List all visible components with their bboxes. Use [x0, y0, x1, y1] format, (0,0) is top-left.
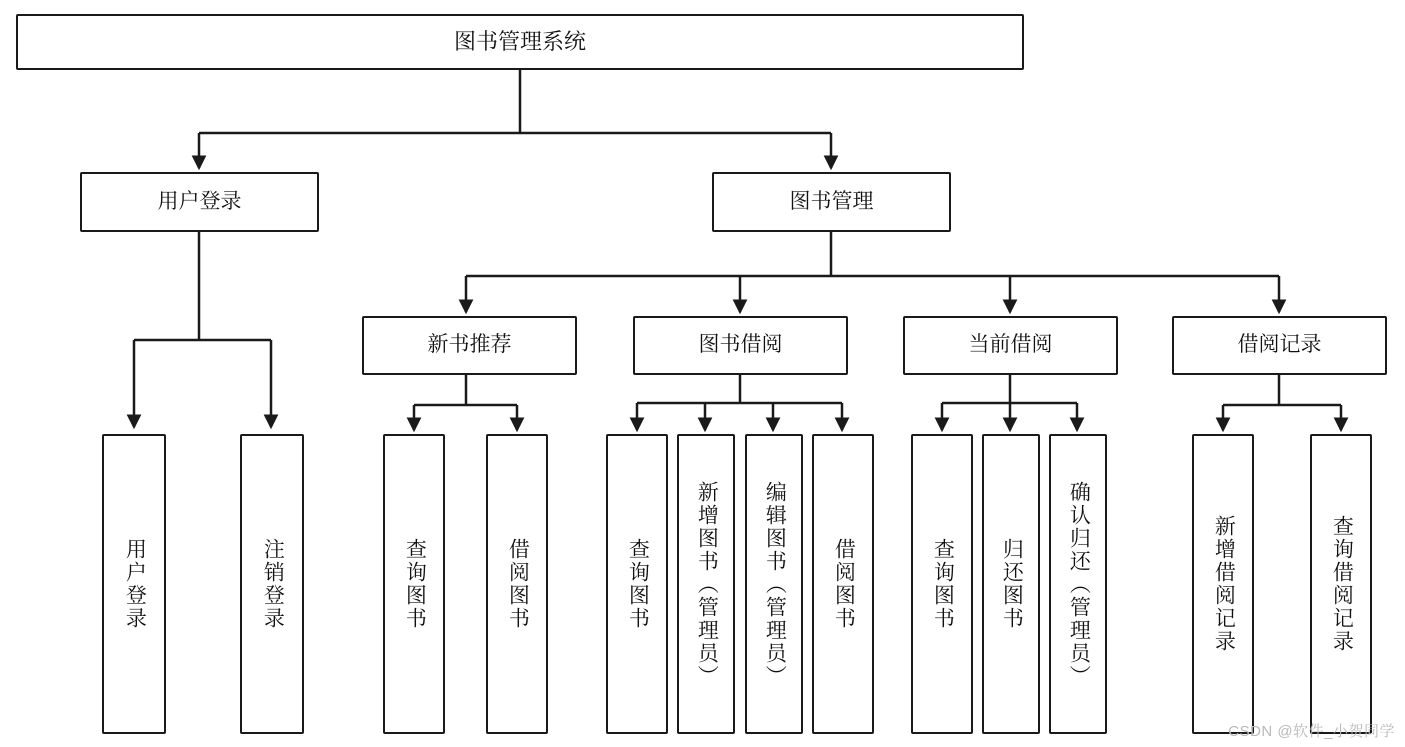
node-leaf-query-book-2[interactable] [606, 434, 668, 734]
node-book-manage[interactable] [712, 172, 951, 232]
node-label: 查询图书 [403, 538, 427, 630]
node-label: 注销登录 [261, 538, 285, 630]
node-label: 查询图书 [626, 538, 650, 630]
node-label: 编辑图书（管理员） [763, 480, 787, 688]
node-label: 用户登录 [157, 189, 242, 213]
node-current-borrow[interactable] [903, 316, 1118, 375]
node-leaf-return-book[interactable] [982, 434, 1040, 734]
node-label: 借阅图书 [832, 538, 856, 630]
node-leaf-user-login[interactable] [102, 434, 166, 734]
node-label: 图书管理 [789, 189, 874, 213]
node-label: 当前借阅 [968, 333, 1053, 357]
node-user-login[interactable] [80, 172, 319, 232]
node-label: 图书借阅 [698, 333, 783, 357]
node-borrow-record[interactable] [1172, 316, 1387, 375]
node-label: 借阅记录 [1237, 333, 1322, 357]
node-root-system[interactable] [16, 14, 1024, 70]
node-label: 确认归还（管理员） [1067, 480, 1091, 688]
node-leaf-query-book-3[interactable] [911, 434, 973, 734]
node-leaf-confirm-return[interactable] [1049, 434, 1107, 734]
node-leaf-borrow-book-2[interactable] [812, 434, 874, 734]
node-leaf-add-book[interactable] [677, 434, 735, 734]
node-leaf-query-book-1[interactable] [383, 434, 445, 734]
node-leaf-query-record[interactable] [1310, 434, 1372, 734]
node-label: 新书推荐 [427, 333, 512, 357]
node-label: 查询图书 [931, 538, 955, 630]
node-book-borrow[interactable] [633, 316, 848, 375]
node-leaf-borrow-book-1[interactable] [486, 434, 548, 734]
node-leaf-logout[interactable] [240, 434, 304, 734]
node-label: 新增图书（管理员） [695, 480, 719, 688]
node-leaf-add-record[interactable] [1192, 434, 1254, 734]
node-leaf-edit-book[interactable] [745, 434, 803, 734]
node-label: 借阅图书 [506, 538, 530, 630]
node-label: 查询借阅记录 [1330, 515, 1354, 653]
node-new-book-recommend[interactable] [362, 316, 577, 375]
node-label: 归还图书 [1000, 538, 1024, 630]
node-label: 新增借阅记录 [1212, 515, 1236, 653]
watermark: CSDN @软件_小贺同学 [1228, 723, 1395, 740]
node-label: 图书管理系统 [453, 29, 586, 55]
node-label: 用户登录 [123, 538, 147, 630]
